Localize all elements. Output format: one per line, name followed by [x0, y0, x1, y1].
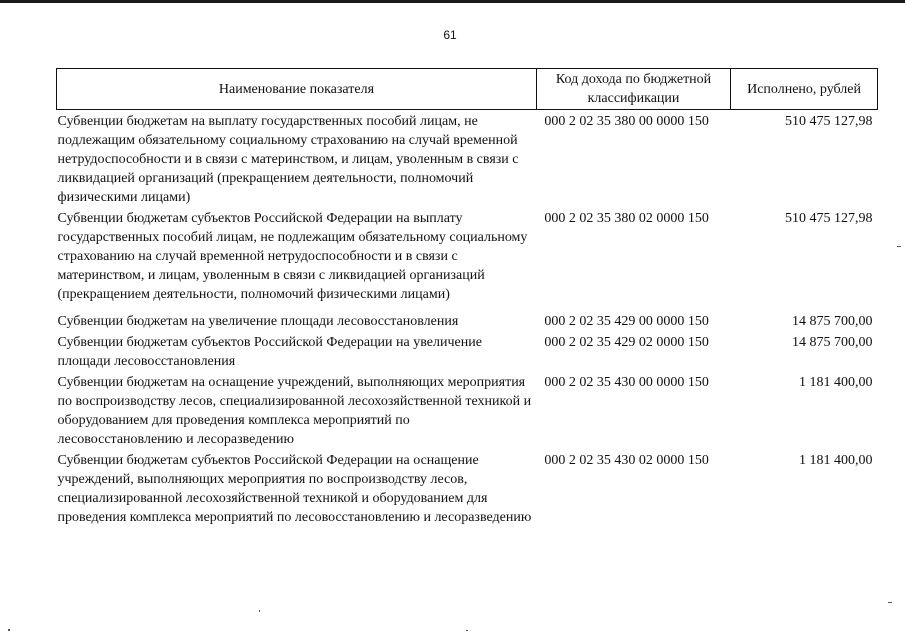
indicator-name-cell: Субвенции бюджетам на оснащение учреждений, выполняющих мероприятия по воспроизводству лесов, специализированной лесохозяйственной техникой и оборудованием для проведения комплекса мероприятий по лесовосстановлению и лесоразведению — [57, 375, 532, 447]
indicator-name-cell: Субвенции бюджетам на увеличение площади лесовосстановления — [57, 314, 459, 329]
header-indicator-name: Наименование показателя — [57, 69, 537, 110]
indicator-name-cell: Субвенции бюджетам субъектов Российской Федерации на оснащение учреждений, выполняющих мероприятия по воспроизводству лесов, специализированной лесохозяйственной техникой и оборудованием для проведения комплекса мероприятий по лесовосстановлению и лесоразведению — [57, 453, 532, 525]
table-row — [57, 306, 878, 333]
table-row — [57, 209, 878, 306]
executed-amount-cell: 14 875 700,00 — [792, 314, 873, 329]
scan-artifact-mark — [8, 629, 10, 631]
executed-amount-cell: 510 475 127,98 — [785, 211, 873, 226]
indicator-name-cell: Субвенции бюджетам субъектов Российской Федерации на увеличение площади лесовосстановления — [57, 335, 482, 369]
header-income-code: Код дохода по бюджетной классификации — [536, 69, 730, 110]
page-number: 61 — [443, 28, 457, 42]
table-row — [57, 110, 878, 210]
table-row — [57, 451, 878, 529]
income-code-cell: 000 2 02 35 429 02 0000 150 — [544, 335, 709, 350]
executed-amount-cell: 1 181 400,00 — [799, 375, 873, 390]
table-row — [57, 373, 878, 451]
income-code-cell: 000 2 02 35 380 02 0000 150 — [544, 211, 709, 226]
indicator-name-cell: Субвенции бюджетам субъектов Российской Федерации на выплату государственных пособий лицам, не подлежащим обязательному социальному страхованию на случай временной нетрудоспособности и в связи с материнством, и лицам, уволенным в связи с ликвидацией организаций (прекращением деятельности, полномочий физическими лицами) — [57, 211, 528, 302]
executed-amount-cell: 510 475 127,98 — [785, 114, 873, 129]
scan-artifact-mark — [897, 246, 901, 247]
scan-artifact-mark — [466, 630, 468, 631]
table-row — [57, 333, 878, 373]
header-executed-amount: Исполнено, рублей — [731, 69, 878, 110]
income-code-cell: 000 2 02 35 430 02 0000 150 — [544, 453, 709, 468]
executed-amount-cell: 14 875 700,00 — [792, 335, 873, 350]
income-code-cell: 000 2 02 35 430 00 0000 150 — [544, 375, 709, 390]
executed-amount-cell: 1 181 400,00 — [799, 453, 873, 468]
budget-income-table — [56, 68, 878, 529]
page-top-border — [0, 0, 905, 3]
indicator-name-cell: Субвенции бюджетам на выплату государственных пособий лицам, не подлежащим обязательному социальному страхованию на случай временной нетрудоспособности и в связи с материнством, и лицам, уволенным в связи с ликвидацией организаций (прекращением деятельности, полномочий физическими лицами) — [57, 114, 519, 205]
scan-artifact-mark — [259, 610, 260, 612]
table-header-row — [57, 69, 878, 110]
scan-artifact-mark — [888, 602, 892, 603]
income-code-cell: 000 2 02 35 429 00 0000 150 — [544, 314, 709, 329]
income-code-cell: 000 2 02 35 380 00 0000 150 — [544, 114, 709, 129]
